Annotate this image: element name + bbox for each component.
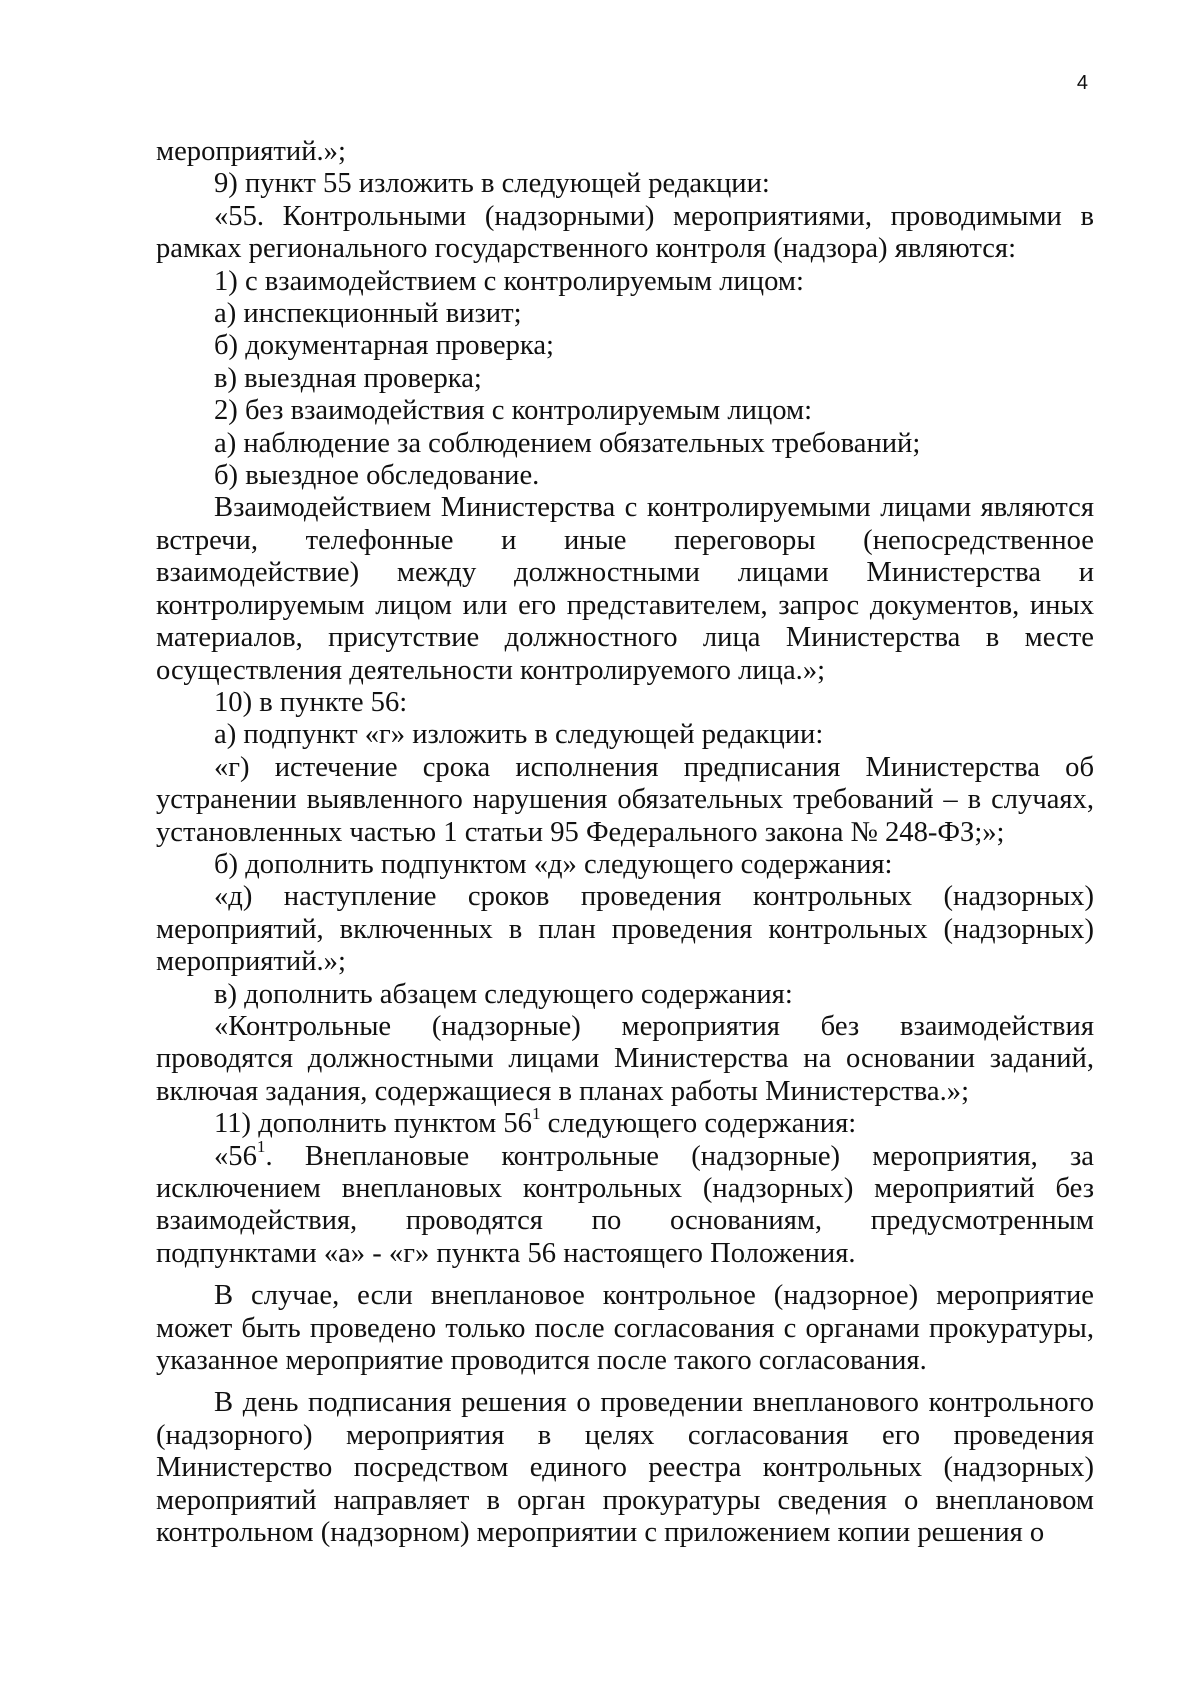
- list-item: 1) с взаимодействием с контролируемым лицом:: [214, 265, 804, 297]
- paragraph: б) дополнить подпунктом «д» следующего содержания:: [214, 848, 893, 880]
- paragraph: Взаимодействием Министерства с контролируемыми лицами являются встречи, телефонные и иные переговоры (непосредственное взаимодействие) между должностными лицами Министерства и контролируемым лицом или его представителем, запрос документов, иных материалов, присутствие должностного лица Министерства в месте осуществления деятельности контролируемого лица.»;: [156, 492, 1094, 686]
- superscript: 1: [256, 1136, 266, 1156]
- list-item: а) инспекционный визит;: [214, 298, 522, 330]
- list-item: а) наблюдение за соблюдением обязательных требований;: [214, 427, 921, 459]
- paragraph: «55. Контрольными (надзорными) мероприятиями, проводимыми в рамках регионального государственного контроля (надзора) являются:: [156, 200, 1094, 265]
- text-run: следующего содержания:: [540, 1108, 857, 1140]
- text-run: . Внеплановые контрольные (надзорные) мероприятия, за исключением внеплановых контрольных (надзорных) мероприятий без взаимодействия, проводятся по основаниям, предусмотренным подпунктами «а» - «г» пункта 56 настоящего Положения.: [156, 1140, 1094, 1269]
- paragraph: а) подпункт «г» изложить в следующей редакции:: [214, 719, 824, 751]
- list-item: в) выездная проверка;: [214, 362, 482, 394]
- paragraph: «д) наступление сроков проведения контрольных (надзорных) мероприятий, включенных в план проведения контрольных (надзорных) мероприятий.»;: [156, 881, 1094, 978]
- document-body: [156, 136, 1094, 1549]
- list-item: б) выездное обследование.: [214, 460, 540, 492]
- paragraph: [156, 1136, 1094, 1271]
- text-run: «56: [214, 1140, 257, 1172]
- text-run: 11) дополнить пунктом 56: [214, 1108, 532, 1140]
- superscript: 1: [531, 1104, 541, 1124]
- paragraph: «г) истечение срока исполнения предписания Министерства об устранении выявленного нарушения обязательных требований – в случаях, установленных частью 1 статьи 95 Федерального закона № 248-ФЗ;»;: [156, 751, 1094, 848]
- list-item: 2) без взаимодействия с контролируемым лицом:: [214, 395, 813, 427]
- paragraph: «Контрольные (надзорные) мероприятия без взаимодействия проводятся должностными лицами Министерства на основании заданий, включая задания, содержащиеся в планах работы Министерства.»;: [156, 1010, 1094, 1107]
- paragraph: В случае, если внеплановое контрольное (надзорное) мероприятие может быть проведено только после согласования с органами прокуратуры, указанное мероприятие проводится после такого согласования.: [156, 1280, 1094, 1377]
- paragraph: 9) пункт 55 изложить в следующей редакции:: [214, 168, 770, 200]
- page-number: 4: [1076, 72, 1088, 94]
- paragraph: В день подписания решения о проведении внепланового контрольного (надзорного) мероприятия в целях согласования его проведения Министерство посредством единого реестра контрольных (надзорных) мероприятий направляет в орган прокуратуры сведения о внеплановом контрольном (надзорном) мероприятии с приложением копии решения о: [156, 1387, 1094, 1549]
- paragraph: в) дополнить абзацем следующего содержания:: [214, 978, 793, 1010]
- paragraph: 10) в пункте 56:: [214, 686, 408, 718]
- paragraph: мероприятий.»;: [156, 136, 346, 167]
- list-item: б) документарная проверка;: [214, 330, 554, 362]
- paragraph: [156, 1104, 1094, 1140]
